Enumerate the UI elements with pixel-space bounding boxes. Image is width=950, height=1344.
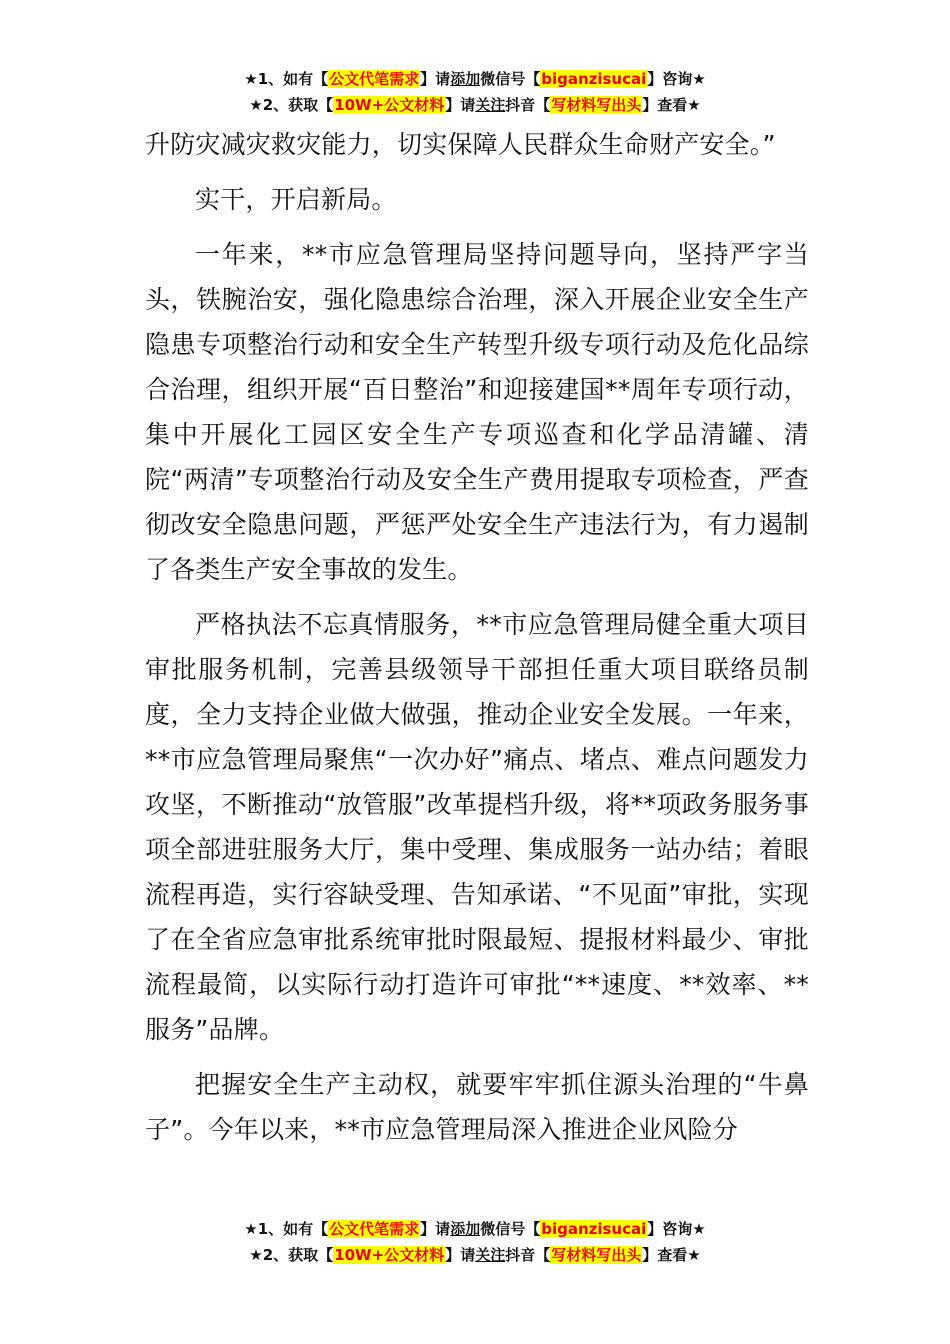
document-body [145, 122, 809, 1162]
banner-highlight: 10W+公文材料 [334, 1246, 445, 1264]
banner-highlight: biganzisucai [541, 1220, 647, 1238]
banner-line-2: ★2、获取【10W+公文材料】请关注抖音【写材料写出头】查看★ [249, 96, 701, 114]
banner-highlight: biganzisucai [541, 70, 647, 88]
banner-highlight: 写材料写出头 [551, 96, 642, 114]
paragraph: 一年来，**市应急管理局坚持问题导向，坚持严字当头，铁腕治安，强化隐患综合治理，深入开展企业安全生产隐患专项整治行动和安全生产转型升级专项行动及危化品综合治理，组织开展“百日整治”和迎接建国**周年专项行动，集中开展化工园区安全生产专项巡查和化学品清罐、清院“两清”专项整治行动及安全生产费用提取专项检查，严查彻改安全隐患问题，严惩严处安全生产违法行为，有力遏制了各类生产安全事故的发生。 [145, 240, 809, 584]
banner-highlight: 写材料写出头 [551, 1246, 642, 1264]
paragraph: 严格执法不忘真情服务，**市应急管理局健全重大项目审批服务机制，完善县级领导干部担任重大项目联络员制度，全力支持企业做大做强，推动企业安全发展。一年来，**市应急管理局聚焦“一次办好”痛点、堵点、难点问题发力攻坚，不断推动“放管服”改革提档升级，将**项政务服务事项全部进驻服务大厅，集中受理、集成服务一站办结；着眼流程再造，实行容缺受理、告知承诺、“不见面”审批，实现了在全省应急审批系统审批时限最短、提报材料最少、审批流程最简，以实际行动打造许可审批“**速度、**效率、**服务”品牌。 [145, 610, 809, 1044]
paragraph: 实干，开启新局。 [195, 185, 397, 214]
header-banner [0, 66, 950, 118]
banner-line-1: ★1、如有【公文代笔需求】请添加微信号【biganzisucai】咨询★ [244, 1220, 706, 1238]
paragraph: 把握安全生产主动权，就要牢牢抓住源头治理的“牛鼻子”。今年以来，**市应急管理局深入推进企业风险分 [145, 1070, 809, 1144]
paragraph: 升防灾减灾救灾能力，切实保障人民群众生命财产安全。” [145, 130, 776, 159]
banner-line-1: ★1、如有【公文代笔需求】请添加微信号【biganzisucai】咨询★ [244, 70, 706, 88]
banner-line-2: ★2、获取【10W+公文材料】请关注抖音【写材料写出头】查看★ [249, 1246, 701, 1264]
banner-highlight: 10W+公文材料 [334, 96, 445, 114]
footer-banner [0, 1216, 950, 1268]
banner-highlight: 公文代笔需求 [329, 70, 420, 88]
banner-highlight: 公文代笔需求 [329, 1220, 420, 1238]
